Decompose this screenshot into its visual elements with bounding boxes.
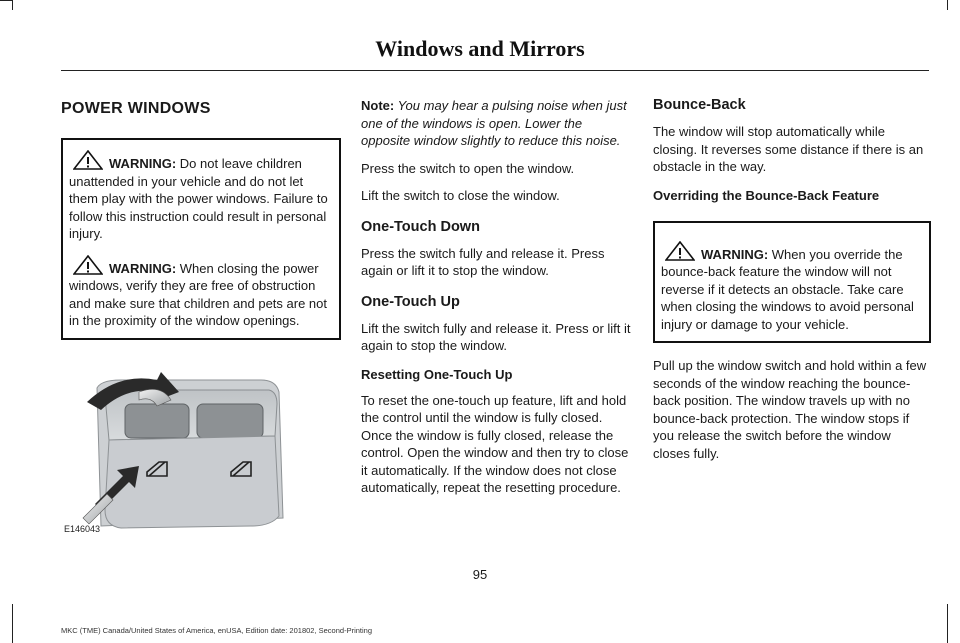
warning-text: Do not leave children unattended in your vehicle and do not let them play with the power windows. Failure to follow this instruction could result in personal injury.	[69, 156, 328, 241]
crop-mark	[12, 0, 13, 10]
warning-box	[61, 138, 341, 340]
section-heading: POWER WINDOWS	[61, 100, 211, 117]
page-number: 95	[472, 567, 488, 582]
header-rule	[61, 70, 929, 71]
warning-triangle-icon	[73, 150, 103, 170]
warning-triangle-icon	[73, 255, 103, 275]
footer-edition: MKC (TME) Canada/United States of America, enUSA, Edition date: 201802, Second-Printing	[61, 626, 372, 635]
window-switch-drawing	[61, 358, 343, 536]
warning-paragraph	[69, 255, 333, 330]
warning-triangle-icon	[665, 241, 695, 261]
bounce-back-text: The window will stop automatically while closing. It reverses some distance if there is an obstacle in the way.	[653, 124, 924, 174]
note-paragraph	[361, 97, 631, 150]
warning-box	[653, 221, 931, 344]
note-label: Note:	[361, 98, 395, 113]
warning-label: WARNING:	[109, 156, 177, 171]
warning-label: WARNING:	[109, 260, 177, 276]
override-text: Pull up the window switch and hold within a few seconds of the window reaching the bounce-back position. The window travels up with no bounce-back protection. The window stops if you release the switch before the window closes fully.	[653, 358, 927, 461]
warning-text: When closing the power windows, verify they are free of obstruction and make sure that children and pets are not in the proximity of the window openings.	[69, 260, 327, 328]
close-instruction: Lift the switch to close the window.	[361, 188, 560, 203]
one-touch-down-text: Press the switch fully and release it. Press again or lift it to stop the window.	[361, 245, 605, 278]
window-switch-illustration	[61, 358, 343, 536]
warning-paragraph	[661, 241, 923, 334]
note-text: You may hear a pulsing noise when just one of the windows is open. Lower the opposite window slightly to reduce this noise.	[361, 98, 627, 148]
override-heading: Overriding the Bounce-Back Feature	[653, 187, 880, 203]
one-touch-up-text: Lift the switch fully and release it. Press or lift it again to stop the window.	[361, 320, 631, 353]
figure-code: E146043	[64, 523, 101, 534]
resetting-heading: Resetting One-Touch Up	[361, 366, 513, 382]
column-right	[653, 97, 931, 472]
crop-mark	[12, 604, 13, 643]
open-instruction: Press the switch to open the window.	[361, 160, 575, 176]
crop-mark	[947, 0, 948, 10]
warning-label: WARNING:	[701, 246, 769, 262]
column-middle	[361, 97, 631, 507]
column-left	[61, 96, 341, 536]
crop-mark	[0, 0, 12, 1]
one-touch-up-heading: One-Touch Up	[361, 293, 460, 310]
crop-mark	[947, 604, 948, 643]
page-header-title: Windows and Mirrors	[375, 36, 585, 61]
bounce-back-heading: Bounce-Back	[653, 97, 746, 113]
warning-text: When you override the bounce-back feature the window will not reverse if it detects an obstacle. Take care when closing the windows to avoid personal injury or damage to your vehicle.	[661, 246, 914, 332]
resetting-text: To reset the one-touch up feature, lift and hold the control until the window is fully closed. Once the window is fully closed, release the control. Open the window and then try to close it automatically. If the window does not close automatically, repeat the resetting procedure.	[361, 392, 629, 495]
one-touch-down-heading: One-Touch Down	[361, 218, 480, 235]
warning-paragraph	[69, 150, 333, 243]
